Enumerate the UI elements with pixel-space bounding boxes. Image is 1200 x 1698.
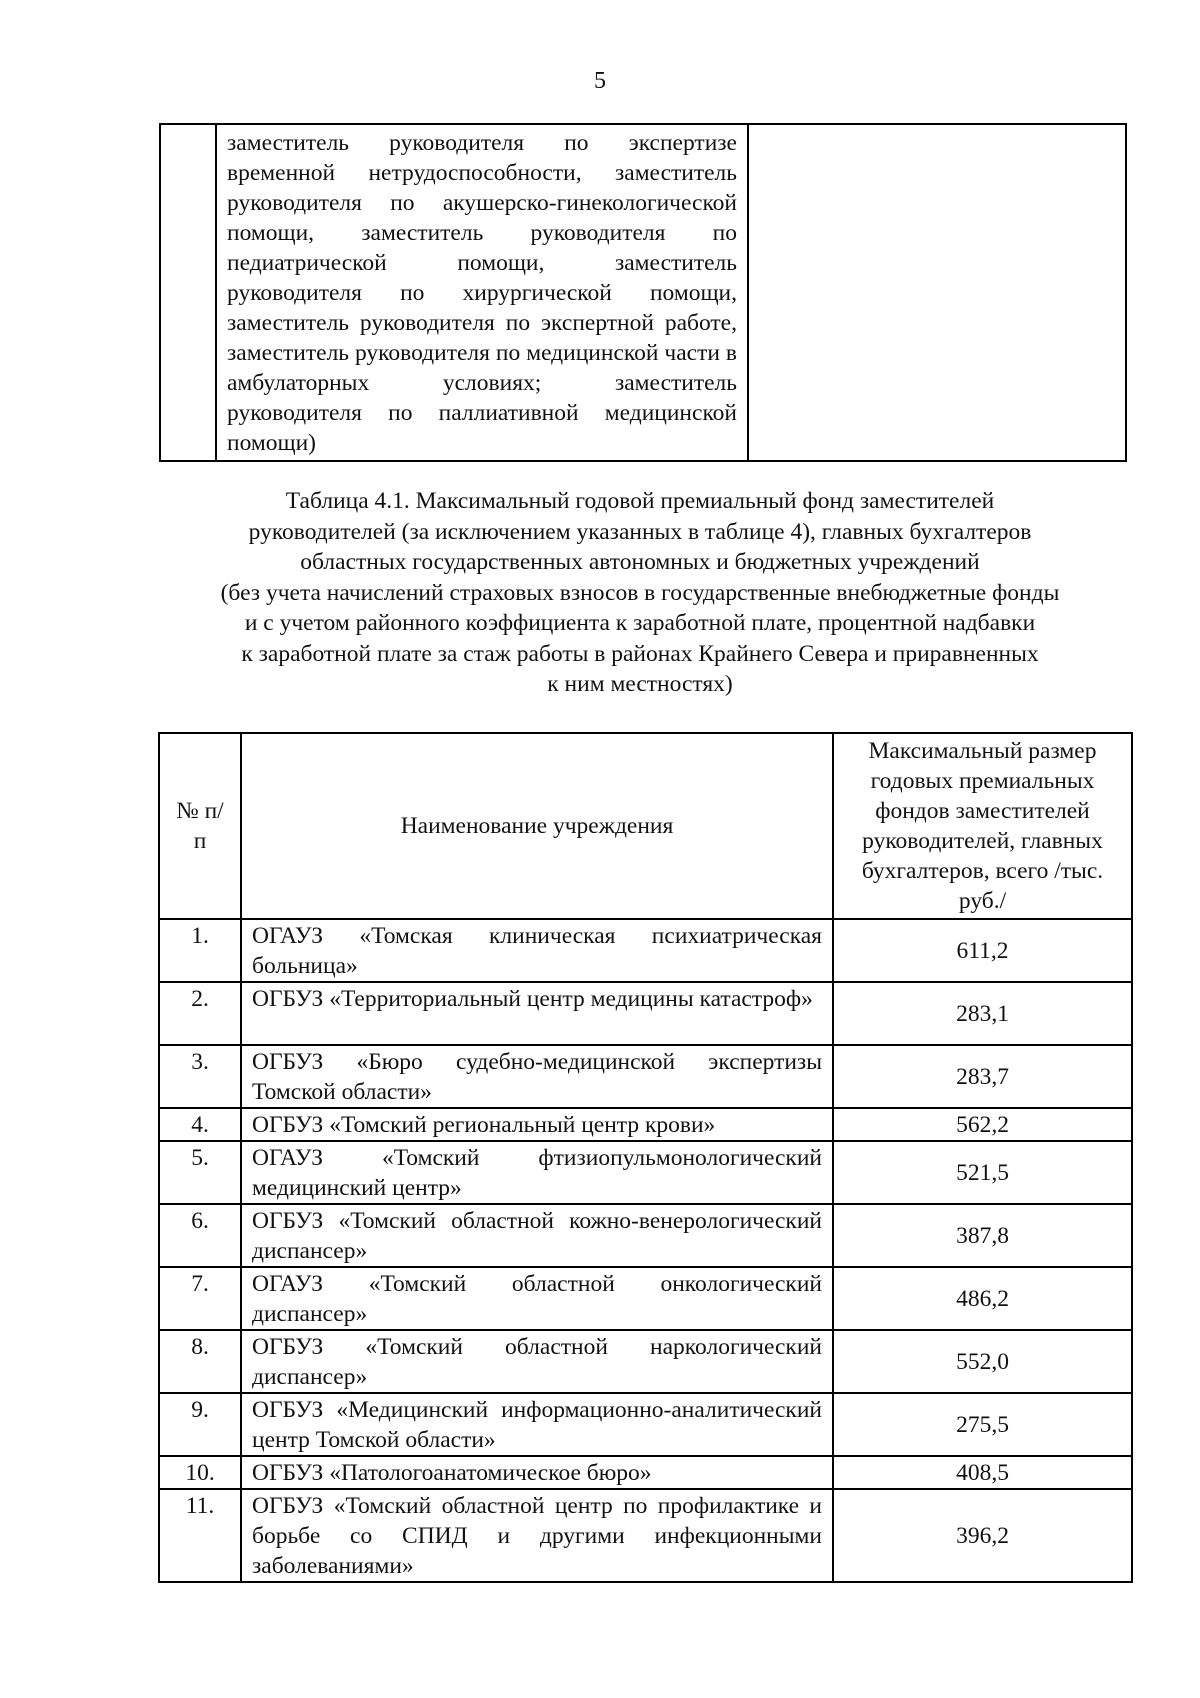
row-num: 5. — [159, 1141, 241, 1204]
row-name: ОГБУЗ «Томский областной наркологический диспансер» — [241, 1330, 833, 1393]
row-value: 387,8 — [833, 1204, 1132, 1267]
caption-line: областных государственных автономных и бюджетных учреждений — [300, 549, 980, 575]
row-value: 283,7 — [833, 1045, 1132, 1108]
row-num: 8. — [159, 1330, 241, 1393]
row-value: 486,2 — [833, 1267, 1132, 1330]
row-num: 1. — [159, 919, 241, 982]
row-num: 10. — [159, 1456, 241, 1489]
header-fund: Максимальный размер годовых премиальных фондов заместителей руководителей, главных бухгалтеров, всего /тыс. руб./ — [833, 733, 1132, 919]
table-row — [159, 1330, 1132, 1393]
continuation-value-cell — [748, 124, 1126, 461]
continuation-table — [159, 123, 1127, 462]
caption-line: руководителей (за исключением указанных в таблице 4), главных бухгалтеров — [248, 518, 1032, 545]
row-value: 283,1 — [833, 982, 1132, 1045]
row-num: 2. — [159, 982, 241, 1045]
row-name: ОГАУЗ «Томская клиническая психиатрическая больница» — [241, 919, 833, 982]
table-row — [159, 1045, 1132, 1108]
row-value: 611,2 — [833, 919, 1132, 982]
continuation-text-cell — [216, 124, 748, 461]
page-number: 5 — [594, 68, 606, 94]
table-row — [159, 1141, 1132, 1204]
row-value: 552,0 — [833, 1330, 1132, 1393]
premium-fund-table — [158, 732, 1133, 1583]
row-name: ОГБУЗ «Патологоанатомическое бюро» — [241, 1456, 833, 1489]
table-caption — [150, 486, 1130, 700]
caption-line: к заработной плате за стаж работы в районах Крайнего Севера и приравненных — [241, 640, 1039, 667]
row-num: 11. — [159, 1489, 241, 1582]
table-row — [159, 1456, 1132, 1489]
continuation-text: заместитель руководителя по экспертизе временной нетрудоспособности, заместитель руководителя по акушерско-гинекологической помощи, заместитель руководителя по педиатрической помощи, заместитель руководителя по хирургической помощи, заместитель руководителя по экспертной работе, заместитель руководителя по медицинской части в амбулаторных условиях; заместитель руководителя по паллиативной медицинской помощи) — [227, 130, 737, 456]
table-row — [159, 982, 1132, 1045]
continuation-num-cell — [160, 124, 216, 461]
caption-line: (без учета начислений страховых взносов в государственные внебюджетные фонды — [220, 579, 1060, 606]
caption-line: Таблица 4.1. Максимальный годовой премиальный фонд заместителей — [285, 488, 995, 514]
row-value: 408,5 — [833, 1456, 1132, 1489]
row-name: ОГБУЗ «Томский областной кожно-венерологический диспансер» — [241, 1204, 833, 1267]
caption-line: к ним местностях) — [547, 671, 733, 697]
table-header-row — [159, 733, 1132, 919]
row-name: ОГАУЗ «Томский областной онкологический диспансер» — [241, 1267, 833, 1330]
row-num: 7. — [159, 1267, 241, 1330]
table-row — [160, 124, 1126, 461]
row-name: ОГБУЗ «Томский областной центр по профилактике и борьбе со СПИД и другими инфекционными заболеваниями» — [241, 1489, 833, 1582]
row-name: ОГБУЗ «Бюро судебно-медицинской экспертизы Томской области» — [241, 1045, 833, 1108]
row-num: 6. — [159, 1204, 241, 1267]
table-row — [159, 1204, 1132, 1267]
row-name: ОГАУЗ «Томский фтизиопульмонологический медицинский центр» — [241, 1141, 833, 1204]
row-name: ОГБУЗ «Медицинский информационно-аналитический центр Томской области» — [241, 1393, 833, 1456]
header-num: № п/п — [159, 733, 241, 919]
row-num: 3. — [159, 1045, 241, 1108]
table-row — [159, 919, 1132, 982]
row-value: 396,2 — [833, 1489, 1132, 1582]
header-name: Наименование учреждения — [241, 733, 833, 919]
table-row — [159, 1108, 1132, 1141]
row-value: 562,2 — [833, 1108, 1132, 1141]
row-num: 9. — [159, 1393, 241, 1456]
caption-line: и с учетом районного коэффициента к заработной плате, процентной надбавки — [244, 610, 1036, 636]
table-row — [159, 1393, 1132, 1456]
row-name: ОГБУЗ «Территориальный центр медицины катастроф» — [241, 982, 833, 1045]
table-row — [159, 1267, 1132, 1330]
row-value: 275,5 — [833, 1393, 1132, 1456]
row-num: 4. — [159, 1108, 241, 1141]
row-value: 521,5 — [833, 1141, 1132, 1204]
table-row — [159, 1489, 1132, 1582]
row-name: ОГБУЗ «Томский региональный центр крови» — [241, 1108, 833, 1141]
